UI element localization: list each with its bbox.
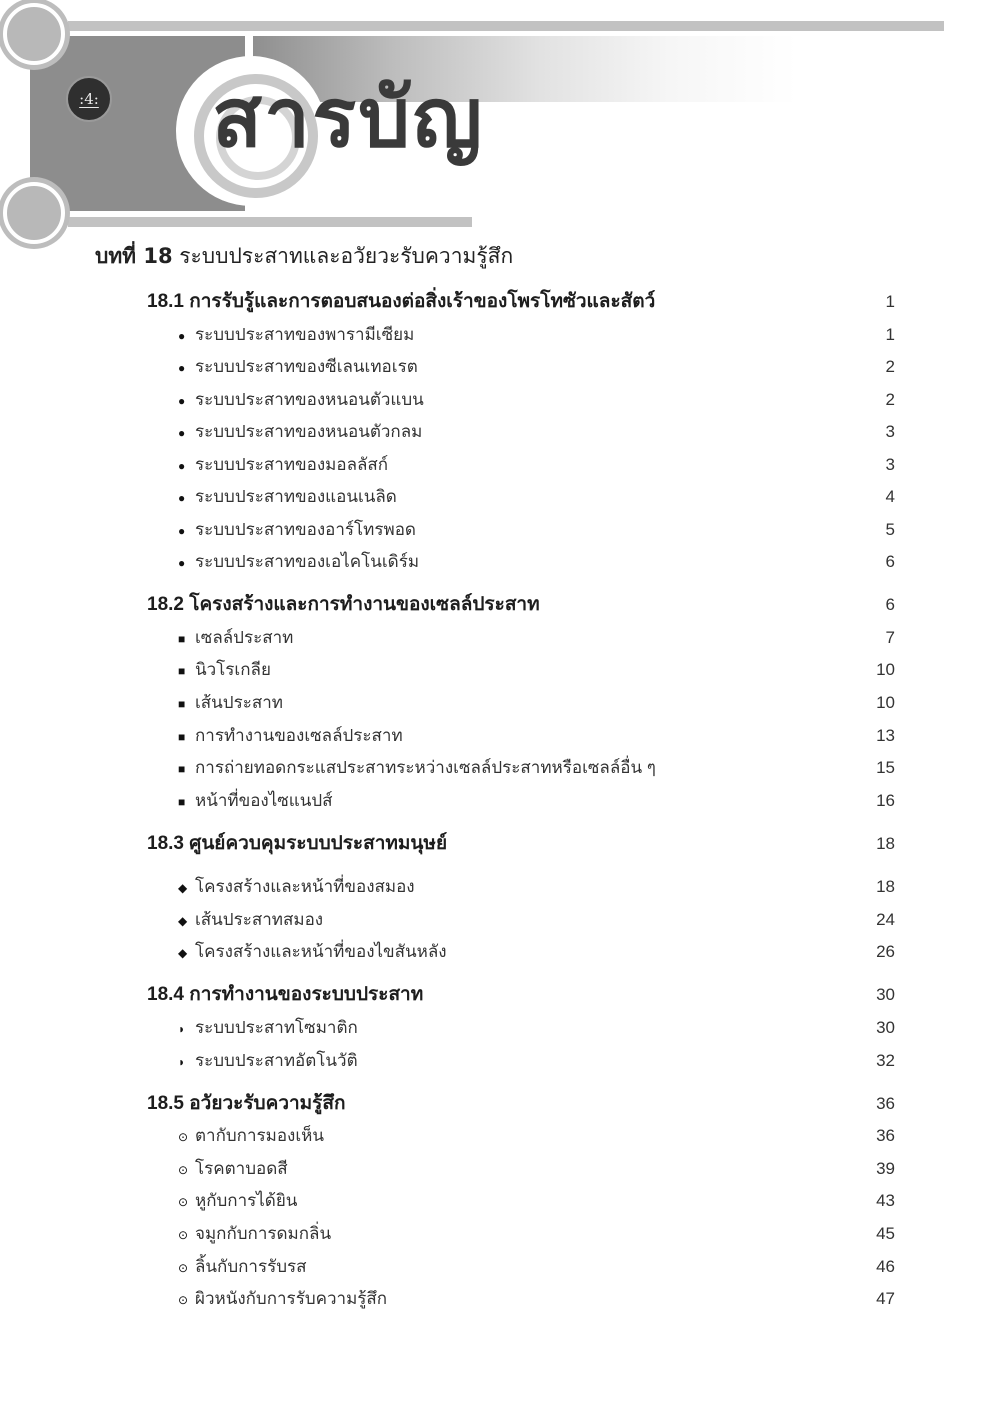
- toc-item[interactable]: [0, 872, 992, 902]
- page-number: 13: [876, 726, 895, 745]
- toc-item[interactable]: [0, 450, 992, 480]
- item-label: โครงสร้างและหน้าที่ของสมอง: [195, 877, 415, 896]
- section-label: 18.4 การทำงานของระบบประสาท: [147, 984, 424, 1005]
- dot-bullet-icon: ●: [178, 459, 186, 473]
- toc-item[interactable]: [0, 1186, 992, 1216]
- item-label: ระบบประสาทโซมาติก: [195, 1018, 358, 1037]
- square-bullet-icon: ■: [178, 730, 186, 744]
- item-label: ระบบประสาทของมอลลัสก์: [195, 455, 389, 474]
- toc-section-18-1[interactable]: [0, 287, 992, 317]
- page-number: 1: [885, 325, 895, 344]
- toc-item[interactable]: [0, 1121, 992, 1151]
- page-number: 7: [885, 628, 895, 647]
- square-bullet-icon: ■: [178, 632, 186, 646]
- item-label: ตากับการมองเห็น: [195, 1126, 324, 1145]
- dot-bullet-icon: ●: [178, 361, 186, 375]
- page-number: 3: [885, 422, 895, 441]
- item-label: หูกับการได้ยิน: [195, 1191, 298, 1210]
- page-number: 2: [885, 390, 895, 409]
- item-label: การถ่ายทอดกระแสประสาทระหว่างเซลล์ประสาทหรือเซลล์อื่น ๆ: [195, 758, 656, 777]
- dot-bullet-icon: ●: [178, 394, 186, 408]
- toc-item[interactable]: [0, 721, 992, 751]
- toc-item[interactable]: [0, 905, 992, 935]
- toc-item[interactable]: [0, 1154, 992, 1184]
- page-number: 1: [885, 292, 895, 311]
- item-label: การทำงานของเซลล์ประสาท: [195, 726, 403, 745]
- item-label: ระบบประสาทของซีเลนเทอเรต: [195, 357, 418, 376]
- ring-bullet-icon: ⊙: [178, 1195, 189, 1209]
- toc-item[interactable]: [0, 623, 992, 653]
- toc-item[interactable]: [0, 320, 992, 350]
- chapter-title: ระบบประสาทและอวัยวะรับความรู้สึก: [179, 244, 514, 268]
- item-label: หน้าที่ของไซแนปส์: [195, 791, 333, 810]
- page-number: 18: [876, 834, 895, 853]
- toc-item[interactable]: [0, 385, 992, 415]
- section-label: 18.2 โครงสร้างและการทำงานของเซลล์ประสาท: [147, 594, 540, 615]
- item-label: โครงสร้างและหน้าที่ของไขสันหลัง: [195, 942, 447, 961]
- page-number: 10: [876, 693, 895, 712]
- dot-bullet-icon: ●: [178, 491, 186, 505]
- toc-item[interactable]: [0, 937, 992, 967]
- item-label: ระบบประสาทของเอไคโนเดิร์ม: [195, 552, 420, 571]
- half-circle-bullet-icon: ◗: [178, 1022, 186, 1036]
- page-number: :4:: [79, 90, 99, 108]
- square-bullet-icon: ■: [178, 762, 186, 776]
- diamond-bullet-icon: ◆: [178, 881, 188, 895]
- page-number: 18: [876, 877, 895, 896]
- page-number: 36: [876, 1126, 895, 1145]
- item-label: ระบบประสาทของอาร์โทรพอด: [195, 520, 416, 539]
- diamond-bullet-icon: ◆: [178, 946, 188, 960]
- page-title: สารบัญ: [212, 73, 485, 164]
- page-number: 30: [876, 1018, 895, 1037]
- toc-item[interactable]: [0, 515, 992, 545]
- page-number: 36: [876, 1094, 895, 1113]
- page-number: 26: [876, 942, 895, 961]
- square-bullet-icon: ■: [178, 697, 186, 711]
- page-number: 32: [876, 1051, 895, 1070]
- dot-bullet-icon: ●: [178, 426, 186, 440]
- page-number: 30: [876, 985, 895, 1004]
- item-label: ระบบประสาทของพารามีเซียม: [195, 325, 415, 344]
- toc-item[interactable]: [0, 1252, 992, 1282]
- toc-item[interactable]: [0, 1013, 992, 1043]
- item-label: ลิ้นกับการรับรส: [195, 1257, 307, 1276]
- toc-section-18-5[interactable]: [0, 1089, 992, 1119]
- page-number: 45: [876, 1224, 895, 1243]
- dot-bullet-icon: ●: [178, 524, 186, 538]
- item-label: โรคตาบอดสี: [195, 1159, 288, 1178]
- toc-item[interactable]: [0, 655, 992, 685]
- diamond-bullet-icon: ◆: [178, 914, 188, 928]
- item-label: จมูกกับการดมกลิ่น: [195, 1224, 332, 1243]
- page-number: 16: [876, 791, 895, 810]
- item-label: เซลล์ประสาท: [195, 628, 294, 647]
- header-bottom-bar: [68, 217, 472, 227]
- toc-section-18-2[interactable]: [0, 590, 992, 620]
- dot-bullet-icon: ●: [178, 329, 186, 343]
- half-circle-bullet-icon: ◗: [178, 1055, 186, 1069]
- item-label: ระบบประสาทของหนอนตัวแบน: [195, 390, 424, 409]
- toc-item[interactable]: [0, 1046, 992, 1076]
- page-number: 43: [876, 1191, 895, 1210]
- decorative-circle-icon: [3, 182, 65, 244]
- ring-bullet-icon: ⊙: [178, 1261, 189, 1275]
- page-number-badge: [66, 76, 112, 122]
- toc-item[interactable]: [0, 1284, 992, 1314]
- toc-item[interactable]: [0, 1219, 992, 1249]
- toc-item[interactable]: [0, 352, 992, 382]
- toc-section-18-4[interactable]: [0, 980, 992, 1010]
- toc-item[interactable]: [0, 417, 992, 447]
- toc-item[interactable]: [0, 688, 992, 718]
- section-label: 18.3 ศูนย์ควบคุมระบบประสาทมนุษย์: [147, 833, 448, 854]
- page-number: 39: [876, 1159, 895, 1178]
- section-label: 18.5 อวัยวะรับความรู้สึก: [147, 1093, 346, 1114]
- page-number: 6: [885, 595, 895, 614]
- decorative-circle-icon: [3, 3, 65, 65]
- ring-bullet-icon: ⊙: [178, 1130, 189, 1144]
- item-label: นิวโรเกลีย: [195, 660, 271, 679]
- item-label: ระบบประสาทอัตโนวัติ: [195, 1051, 358, 1070]
- item-label: เส้นประสาทสมอง: [195, 910, 324, 929]
- page-number: 3: [885, 455, 895, 474]
- toc-item[interactable]: [0, 547, 992, 577]
- page-number: 24: [876, 910, 895, 929]
- dot-bullet-icon: ●: [178, 556, 186, 570]
- toc-section-18-3[interactable]: [0, 829, 992, 859]
- ring-bullet-icon: ⊙: [178, 1228, 189, 1242]
- item-label: ผิวหนังกับการรับความรู้สึก: [195, 1289, 388, 1308]
- ring-bullet-icon: ⊙: [178, 1163, 189, 1177]
- item-label: ระบบประสาทของหนอนตัวกลม: [195, 422, 423, 441]
- toc-item[interactable]: [0, 753, 992, 783]
- header-top-bar: [68, 21, 944, 31]
- item-label: ระบบประสาทของแอนเนลิด: [195, 487, 397, 506]
- page-number: 4: [885, 487, 895, 506]
- page-number: 5: [885, 520, 895, 539]
- chapter-heading: [95, 240, 513, 273]
- page-number: 47: [876, 1289, 895, 1308]
- item-label: เส้นประสาท: [195, 693, 283, 712]
- toc-item[interactable]: [0, 786, 992, 816]
- chapter-number: บทที่ 18: [95, 244, 173, 268]
- square-bullet-icon: ■: [178, 664, 186, 678]
- square-bullet-icon: ■: [178, 795, 186, 809]
- toc-item[interactable]: [0, 482, 992, 512]
- section-label: 18.1 การรับรู้และการตอบสนองต่อสิ่งเร้าของโพรโทซัวและสัตว์: [147, 291, 656, 312]
- page-number: 2: [885, 357, 895, 376]
- page-number: 46: [876, 1257, 895, 1276]
- page-number: 10: [876, 660, 895, 679]
- ring-bullet-icon: ⊙: [178, 1293, 189, 1307]
- page-header: [0, 0, 992, 240]
- page-number: 6: [885, 552, 895, 571]
- page-number: 15: [876, 758, 895, 777]
